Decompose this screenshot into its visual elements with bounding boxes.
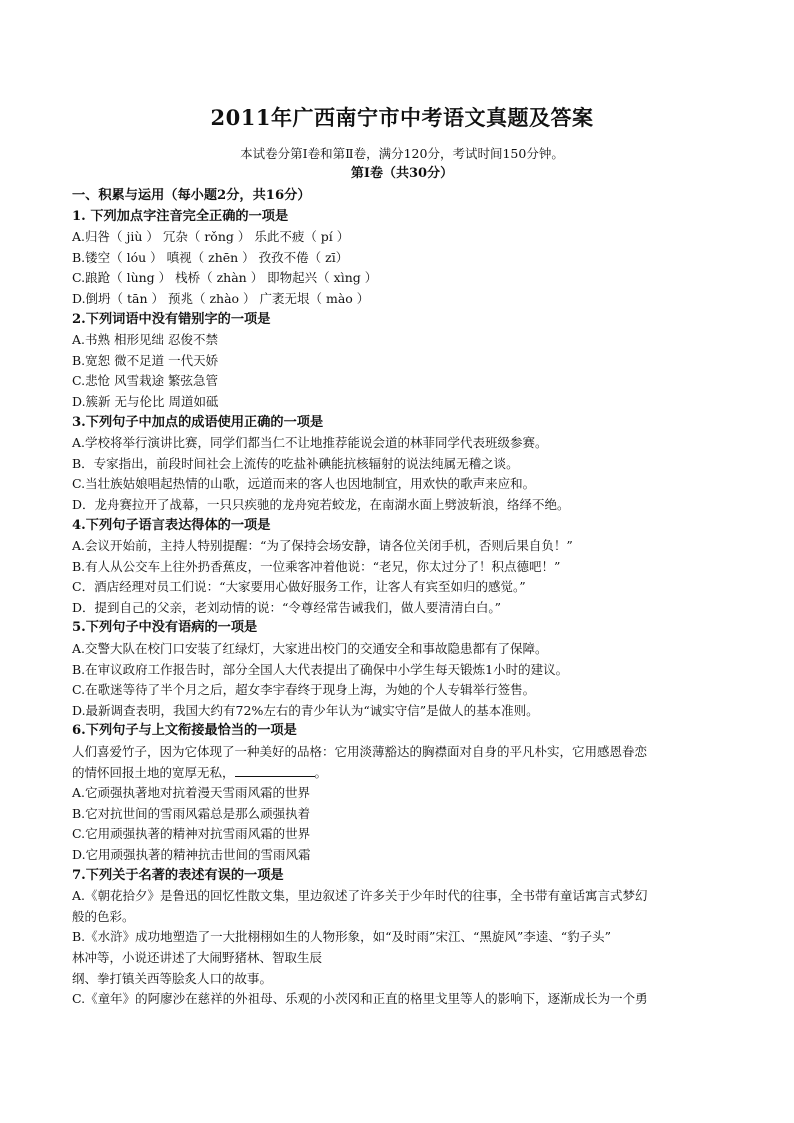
option-b: B.在审议政府工作报告时，部分全国人大代表提出了确保中小学生每天锻炼1小时的建议。 bbox=[72, 661, 569, 677]
question-6 bbox=[72, 721, 732, 865]
exam-instructions: 本试卷分第Ⅰ卷和第Ⅱ卷，满分120分，考试时间150分钟。 bbox=[240, 146, 564, 161]
option-c: C.当壮族姑娘唱起热情的山歌，远道而来的客人也因地制宜，用欢快的歌声来应和。 bbox=[72, 476, 536, 492]
passage-line bbox=[72, 763, 732, 784]
page-title: 2011年广西南宁市中考语文真题及答案 bbox=[210, 105, 594, 130]
option-d: D．龙舟赛拉开了战幕，一只只疾驰的龙舟宛若蛟龙，在南湖水面上劈波斩浪，络绎不绝。 bbox=[72, 496, 570, 512]
option-a: A.会议开始前，主持人特别提醒：“为了保持会场安静，请各位关闭手机，否则后果自负！” bbox=[72, 538, 573, 554]
option-a: A.它顽强执著地对抗着漫天雪雨风霜的世界 bbox=[72, 785, 311, 801]
question-stem: 2.下列词语中没有错别字的一项是 bbox=[72, 311, 271, 327]
option-c: C.它用顽强执著的精神对抗雪雨风霜的世界 bbox=[72, 826, 311, 842]
option-line: A.《朝花拾夕》是鲁迅的回忆性散文集，里边叙述了许多关于少年时代的往事，全书带有童话寓言式梦幻 bbox=[72, 888, 648, 904]
option-line: 林冲等，小说还讲述了大闹野猪林、智取生辰 bbox=[72, 949, 323, 965]
option-a: A.书熟 相形见绌 忍俊不禁 bbox=[72, 332, 218, 348]
question-stem: 3.下列句子中加点的成语使用正确的一项是 bbox=[72, 414, 324, 430]
option-line: 纲、拳打镇关西等脍炙人口的故事。 bbox=[72, 970, 273, 986]
option-line: 般的色彩。 bbox=[72, 908, 135, 924]
option-line: C.《童年》的阿廖沙在慈祥的外祖母、乐观的小茨冈和正直的格里戈里等人的影响下，逐渐成长为一个勇 bbox=[72, 991, 648, 1007]
option-line: B.《水浒》成功地塑造了一大批栩栩如生的人物形象，如“及时雨”宋江、“黑旋风”李逵、“豹子头” bbox=[72, 929, 612, 945]
question-stem: 5.下列句子中没有语病的一项是 bbox=[72, 620, 258, 636]
option-d: D.最新调查表明，我国大约有72%左右的青少年认为“诚实守信”是做人的基本准则。 bbox=[72, 702, 539, 718]
option-b: B.镂空（ lóu ） 嗔视（ zhēn ） 孜孜不倦（ zī） bbox=[72, 249, 349, 265]
option-b: B.它对抗世间的雪雨风霜总是那么顽强执着 bbox=[72, 805, 311, 821]
answer-blank bbox=[235, 763, 315, 777]
question-stem: 6.下列句子与上文衔接最恰当的一项是 bbox=[72, 723, 297, 739]
option-c: C.踉跄（ lùng ） 栈桥（ zhàn ） 即物起兴（ xìng ） bbox=[72, 270, 378, 286]
option-c: C．酒店经理对员工们说：“大家要用心做好服务工作，让客人有宾至如归的感觉。” bbox=[72, 579, 526, 595]
question-1 bbox=[72, 207, 732, 310]
section-heading: 一、积累与运用（每小题2分，共16分） bbox=[72, 188, 311, 203]
option-a: A.学校将举行演讲比赛，同学们都当仁不让地推荐能说会道的林菲同学代表班级参赛。 bbox=[72, 435, 548, 451]
option-d: D.它用顽强执著的精神抗击世间的雪雨风霜 bbox=[72, 847, 311, 862]
option-a: A.归咎（ jiù ） 冗杂（ rǒng ） 乐此不疲（ pí ） bbox=[72, 229, 350, 245]
option-d: D.倒坍（ tān ） 预兆（ zhào ） 广袤无垠（ mào ） bbox=[72, 290, 370, 306]
option-b: B.宽恕 微不足道 一代天娇 bbox=[72, 352, 219, 368]
option-c: C.在歌迷等待了半个月之后，超女李宇春终于现身上海，为她的个人专辑举行签售。 bbox=[72, 682, 536, 698]
question-7 bbox=[72, 866, 732, 1010]
question-stem: 1. 下列加点字注音完全正确的一项是 bbox=[72, 208, 289, 224]
option-b: B.有人从公交车上往外扔香蕉皮，一位乘客冲着他说：“老兄，你太过分了！积点德吧！” bbox=[72, 558, 561, 574]
option-b: B．专家指出，前段时间社会上流传的吃盐补碘能抗核辐射的说法纯属无稽之谈。 bbox=[72, 455, 519, 471]
exam-page bbox=[72, 104, 732, 1010]
question-stem: 7.下列关于名著的表述有误的一项是 bbox=[72, 867, 284, 883]
question-3 bbox=[72, 413, 732, 516]
option-d: D.簇新 无与伦比 周道如砥 bbox=[72, 393, 219, 409]
volume-heading: 第Ⅰ卷（共30分） bbox=[350, 166, 454, 181]
question-stem: 4.下列句子语言表达得体的一项是 bbox=[72, 517, 271, 533]
question-2 bbox=[72, 310, 732, 413]
passage-line: 人们喜爱竹子，因为它体现了一种美好的品格：它用淡薄豁达的胸襟面对自身的平凡朴实，它用感恩眷恋 bbox=[72, 744, 648, 760]
option-c: C.悲怆 风雪栽途 繁弦急管 bbox=[72, 373, 219, 389]
question-4 bbox=[72, 516, 732, 619]
passage-text: 的情怀回报土地的宽厚无私， bbox=[72, 764, 235, 780]
option-a: A.交警大队在校门口安装了红绿灯，大家进出校门的交通安全和事故隐患都有了保障。 bbox=[72, 641, 548, 657]
passage-end: 。 bbox=[314, 764, 328, 780]
question-5 bbox=[72, 618, 732, 721]
option-d: D．提到自己的父亲，老刘动情的说：“令尊经常告诫我们，做人要清清白白。” bbox=[72, 599, 502, 615]
